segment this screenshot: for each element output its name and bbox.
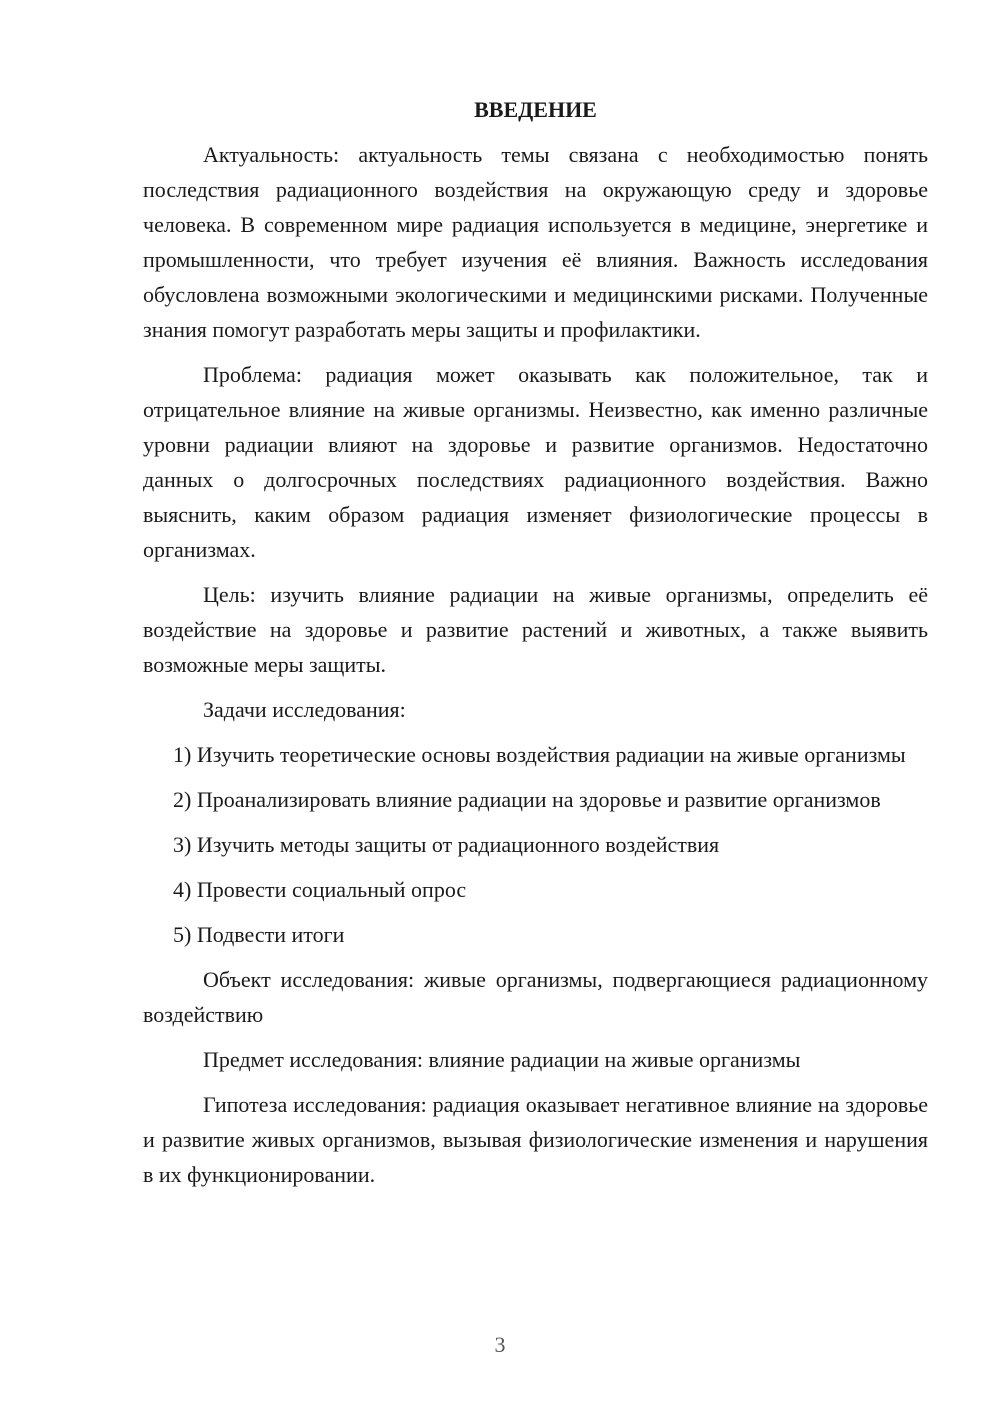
relevance-paragraph: Актуальность: актуальность темы связана с необходимостью понять последствия радиационного воздействия на окружающую среду и здоровье человека. В современном мире радиация используется в медицине, энергетике и промышленности, что требует изучения её влияния. Важность исследования обусловлена возможными экологическими и медицинскими рисками. Полученные знания помогут разработать меры защиты и профилактики. — [143, 142, 928, 342]
hypothesis-paragraph: Гипотеза исследования: радиация оказывает негативное влияние на здоровье и развитие живых организмов, вызывая физиологические изменения и нарушения в их функционировании. — [143, 1092, 928, 1187]
subject-paragraph: Предмет исследования: влияние радиации на живые организмы — [203, 1047, 801, 1072]
task-item: 1) Изучить теоретические основы воздействия радиации на живые организмы — [173, 742, 906, 767]
section-title: ВВЕДЕНИЕ — [474, 97, 597, 122]
object-paragraph: Объект исследования: живые организмы, подвергающиеся радиационному воздействию — [143, 967, 928, 1027]
task-item: 2) Проанализировать влияние радиации на здоровье и развитие организмов — [173, 787, 881, 812]
goal-paragraph: Цель: изучить влияние радиации на живые организмы, определить её воздействие на здоровье и развитие растений и животных, а также выявить возможные меры защиты. — [143, 582, 928, 677]
tasks-heading: Задачи исследования: — [203, 697, 406, 722]
page-body — [143, 92, 928, 1202]
task-item: 5) Подвести итоги — [173, 922, 345, 947]
page-number: 3 — [494, 1332, 506, 1357]
task-item: 4) Провести социальный опрос — [173, 877, 467, 902]
task-item: 3) Изучить методы защиты от радиационного воздействия — [173, 832, 720, 857]
problem-paragraph: Проблема: радиация может оказывать как положительное, так и отрицательное влияние на живые организмы. Неизвестно, как именно различные уровни радиации влияют на здоровье и развитие организмов. Недостаточно данных о долгосрочных последствиях радиационного воздействия. Важно выяснить, каким образом радиация изменяет физиологические процессы в организмах. — [143, 362, 928, 562]
